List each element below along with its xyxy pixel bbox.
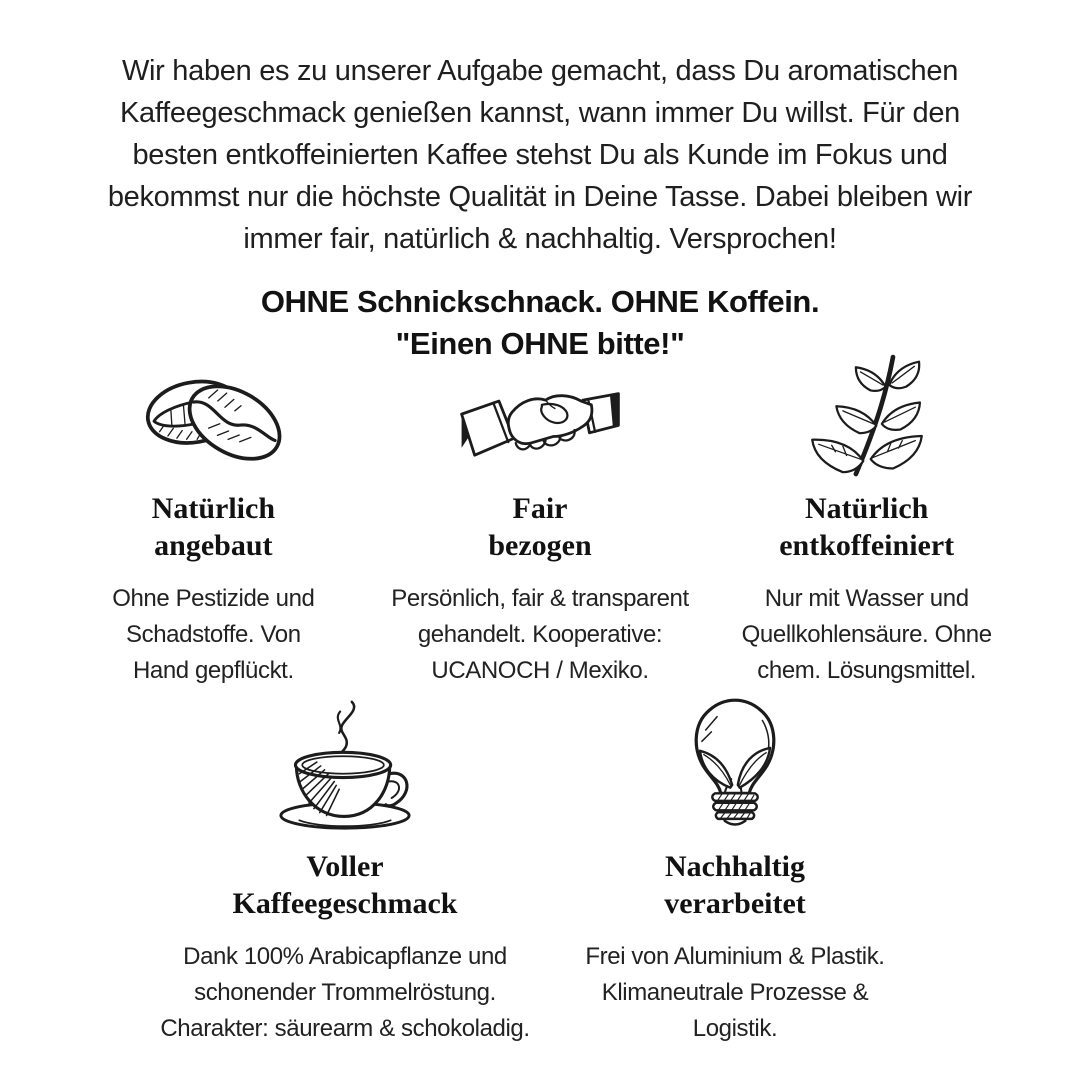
feature-sustainably-processed — [540, 690, 930, 1047]
feature-body-line: Frei von Aluminium & Plastik. — [585, 943, 885, 970]
feature-title — [377, 490, 704, 564]
feature-naturally-grown — [50, 352, 377, 689]
feature-body-line: Quellkohlensäure. Ohne — [741, 621, 992, 648]
intro-paragraph — [0, 50, 1080, 260]
intro-line: besten entkoffeinierten Kaffee stehst Du als Kunde im Fokus und — [132, 139, 948, 171]
intro-line: Wir haben es zu unserer Aufgabe gemacht, dass Du aromatischen — [121, 55, 959, 87]
feature-fairly-sourced — [377, 352, 704, 689]
feature-body — [703, 581, 1030, 689]
feature-body-line: Schadstoffe. Von — [126, 621, 301, 648]
intro-line: bekommst nur die höchste Qualität in Deine Tasse. Dabei bleiben wir — [107, 181, 973, 213]
feature-title-line: Natürlich — [805, 492, 929, 525]
feature-title-line: Natürlich — [151, 492, 275, 525]
feature-title-line: angebaut — [154, 529, 273, 562]
feature-body — [540, 939, 930, 1047]
coffee-beans-icon — [50, 352, 377, 480]
feature-title-line: entkoffeiniert — [779, 529, 955, 562]
feature-title — [703, 490, 1030, 564]
feature-body-line: Klimaneutrale Prozesse & — [601, 979, 869, 1006]
feature-body-line: schonender Trommelröstung. — [194, 979, 496, 1006]
feature-naturally-decaffeinated — [703, 352, 1030, 689]
feature-title-line: Fair — [512, 492, 568, 525]
slogan-line: OHNE Schnickschnack. OHNE Koffein. — [260, 284, 820, 319]
intro-line: immer fair, natürlich & nachhaltig. Versprochen! — [243, 223, 837, 255]
feature-title-line: Nachhaltig — [664, 850, 805, 883]
feature-body-line: Hand gepflückt. — [132, 657, 294, 684]
coffee-cup-icon — [150, 690, 540, 838]
intro-line: Kaffeegeschmack genießen kannst, wann immer Du willst. Für den — [120, 97, 960, 129]
feature-body-line: gehandelt. Kooperative: — [417, 621, 663, 648]
handshake-icon — [377, 352, 704, 480]
feature-body — [50, 581, 377, 689]
feature-body-line: Ohne Pestizide und — [112, 585, 315, 612]
feature-body-line: Persönlich, fair & transparent — [391, 585, 689, 612]
feature-full-coffee-taste — [150, 690, 540, 1047]
feature-body-line: chem. Lösungsmittel. — [757, 657, 977, 684]
feature-body — [150, 939, 540, 1047]
feature-body-line: Dank 100% Arabicapflanze und — [183, 943, 507, 970]
feature-title — [540, 848, 930, 922]
slogan-line: "Einen OHNE bitte!" — [395, 326, 685, 361]
leaf-branch-icon — [703, 352, 1030, 480]
feature-title — [50, 490, 377, 564]
feature-body-line: Logistik. — [692, 1015, 778, 1042]
feature-body-line: Nur mit Wasser und — [764, 585, 969, 612]
lightbulb-sprout-icon — [540, 690, 930, 838]
features-row-1 — [50, 352, 1030, 689]
feature-title-line: bezogen — [488, 529, 592, 562]
features-row-2 — [150, 690, 930, 1047]
feature-body-line: Charakter: säurearm & schokoladig. — [160, 1015, 530, 1042]
feature-title — [150, 848, 540, 922]
feature-title-line: Kaffeegeschmack — [232, 887, 458, 920]
feature-title-line: verarbeitet — [664, 887, 806, 920]
feature-body-line: UCANOCH / Mexiko. — [431, 657, 649, 684]
feature-body — [377, 581, 704, 689]
feature-title-line: Voller — [306, 850, 384, 883]
